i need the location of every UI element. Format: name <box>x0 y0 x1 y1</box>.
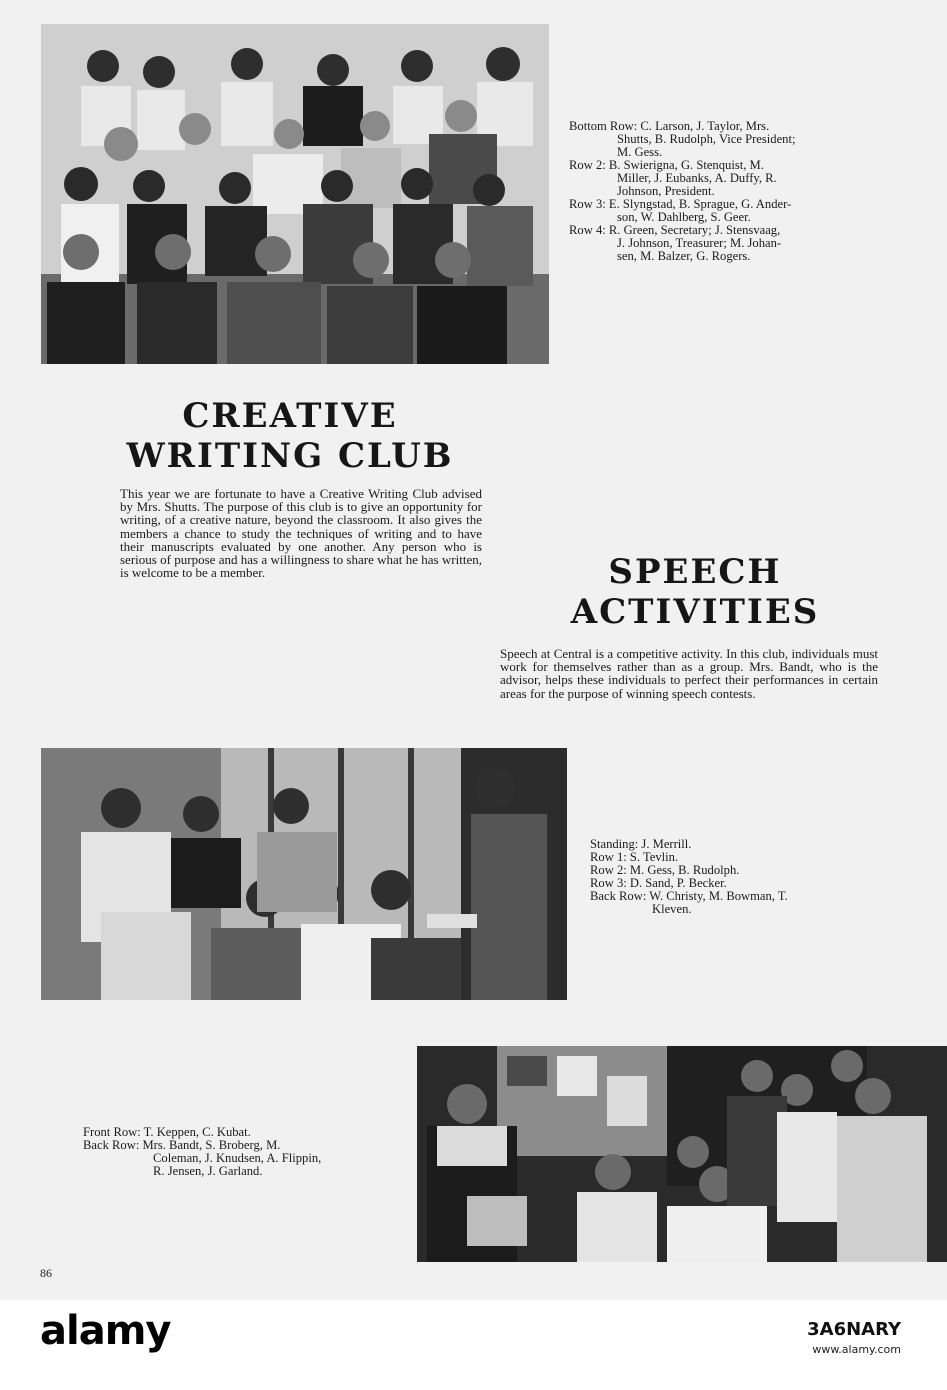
caption-line: Row 3: E. Slyngstad, B. Sprague, G. Ander- <box>569 197 792 211</box>
caption-line: Johnson, President. <box>617 184 715 198</box>
caption-line: Shutts, B. Rudolph, Vice President; <box>617 132 796 146</box>
heading-line: SPEECH <box>608 552 782 592</box>
caption-line: Front Row: T. Keppen, C. Kubat. <box>83 1125 251 1139</box>
image-id: 3A6NARY <box>807 1319 901 1340</box>
caption-line: Row 1: S. Tevlin. <box>590 850 679 864</box>
caption-line: Miller, J. Eubanks, A. Duffy, R. <box>617 171 777 185</box>
caption-line: sen, M. Balzer, G. Rogers. <box>617 249 751 263</box>
caption-line: Row 2: M. Gess, B. Rudolph. <box>590 863 740 877</box>
caption-line: Kleven. <box>652 902 692 916</box>
creative-writing-description <box>120 487 482 579</box>
caption-line: Standing: J. Merrill. <box>590 837 692 851</box>
heading-line: CREATIVE <box>182 396 398 436</box>
caption-line: Back Row: Mrs. Bandt, S. Broberg, M. <box>83 1138 281 1152</box>
speech-classroom-photo <box>41 748 567 1000</box>
caption-line: J. Johnson, Treasurer; M. Johan- <box>617 236 782 250</box>
caption-line: Bottom Row: C. Larson, J. Taylor, Mrs. <box>569 119 770 133</box>
creative-writing-heading <box>110 396 470 476</box>
brand-logo: alamy <box>40 1308 171 1354</box>
page-number: 86 <box>40 1266 52 1280</box>
site-url: www.alamy.com <box>812 1343 901 1356</box>
speech-activities-description <box>500 647 878 700</box>
heading-line: WRITING CLUB <box>126 436 454 476</box>
heading-line: ACTIVITIES <box>570 592 820 632</box>
speech-photo-caption <box>590 838 910 916</box>
speech-group-photo <box>417 1046 947 1262</box>
creative-writing-photo-caption <box>569 120 909 263</box>
caption-line: M. Gess. <box>617 145 663 159</box>
caption-line: son, W. Dahlberg, S. Geer. <box>617 210 751 224</box>
description-text: Speech at Central is a competitive activity. In this club, individuals must work for themselves rather than as a group. Mrs. Bandt, who is the advisor, helps these individuals to perfect their performances in certain areas for the purpose of winning speech contests. <box>500 646 878 701</box>
caption-line: Row 4: R. Green, Secretary; J. Stensvaag, <box>569 223 781 237</box>
caption-line: Back Row: W. Christy, M. Bowman, T. <box>590 889 788 903</box>
speech-activities-heading <box>540 552 850 632</box>
caption-line: Coleman, J. Knudsen, A. Flippin, <box>153 1151 322 1165</box>
caption-line: Row 3: D. Sand, P. Becker. <box>590 876 727 890</box>
caption-line: Row 2: B. Swierigna, G. Stenquist, M. <box>569 158 764 172</box>
creative-writing-group-photo <box>41 24 549 364</box>
speech-group-photo-caption <box>83 1126 403 1178</box>
image-reference <box>501 1320 901 1360</box>
caption-line: R. Jensen, J. Garland. <box>153 1164 263 1178</box>
description-text: This year we are fortunate to have a Creative Writing Club advised by Mrs. Shutts. The purpose of this club is to give an opportunity for writing, of a creative nature, beyond the classroom. It also gives the members a chance to study the techniques of writing and to have their manuscripts evaluated by one another. Any person who is serious of purpose and has a willingness to share what he has written, is welcome to be a member. <box>120 486 482 581</box>
